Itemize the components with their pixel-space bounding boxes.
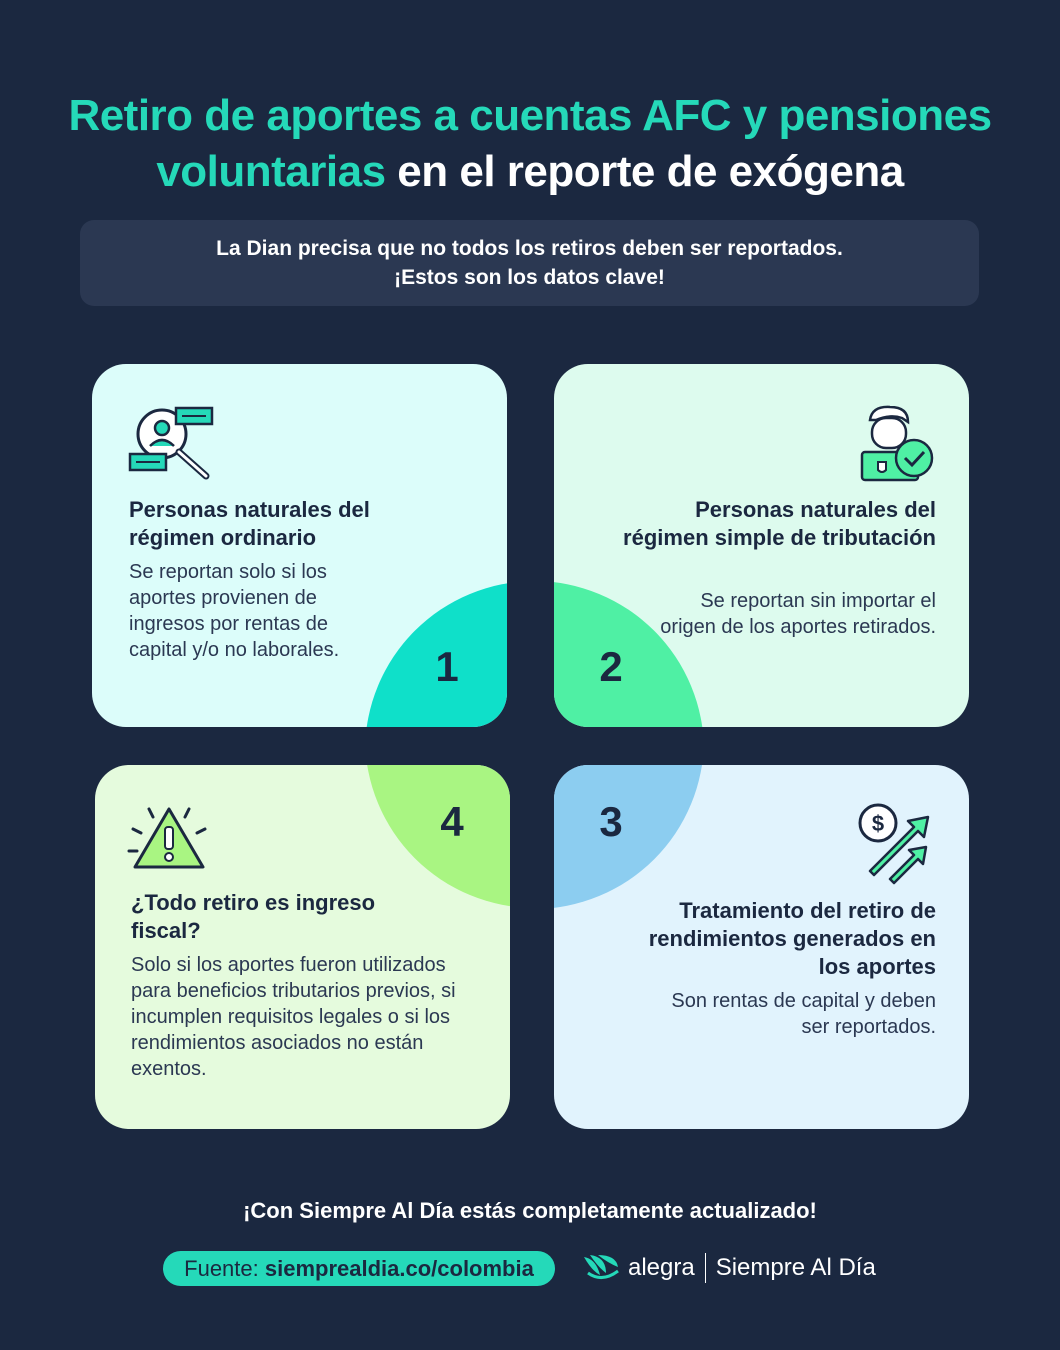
footer-tagline: ¡Con Siempre Al Día estás completamente actualizado! [243,1198,817,1223]
card-4 [95,765,510,1129]
card-1-text: Se reportan solo si los aportes provienen de ingresos por rentas de capital y/o no laborales. [129,561,340,661]
card-1-number: 1 [435,643,459,690]
card-4-text: Solo si los aportes fueron utilizados para beneficios tributarios previos, si incumplen requisitos legales o si los rendimientos asociados no están exentos. [131,954,456,1080]
card-2-text: Se reportan sin importar el origen de los aportes retirados. [660,590,936,638]
intro-line-1: La Dian precisa que no todos los retiros deben ser reportados. [216,237,843,260]
warning-icon [127,801,211,873]
brand-product: Siempre Al Día [715,1254,876,1281]
card-2 [554,364,969,727]
search-person-icon [128,402,220,482]
card-2-title: Personas naturales del régimen simple de tributación [623,497,936,550]
source-badge[interactable] [163,1251,555,1286]
svg-text:$: $ [871,811,885,836]
dollar-growth-icon [856,801,938,885]
card-3-title: Tratamiento del retiro de rendimientos generados en los aportes [648,898,936,979]
card-4-title: ¿Todo retiro es ingreso fiscal? [131,890,376,943]
card-2-number: 2 [599,643,623,690]
card-3 [554,765,969,1129]
intro-line-2: ¡Estos son los datos clave! [394,266,665,289]
card-4-number: 4 [440,798,464,845]
card-1-title: Personas naturales del régimen ordinario [129,497,370,550]
source-label: Fuente: [184,1256,265,1281]
card-3-text: Son rentas de capital y deben ser reportados. [671,990,936,1038]
brand-name: alegra [628,1254,695,1281]
title-rest: en el reporte de exógena [385,147,904,196]
brand-logo [582,1250,876,1286]
title-highlight: Retiro de aportes a cuentas AFC y pensiones [68,91,992,140]
source-url[interactable]: siemprealdia.co/colombia [264,1256,534,1281]
title-highlight-2: voluntarias [156,147,386,196]
card-1 [92,364,507,727]
page-title [0,88,1060,200]
brand-separator [705,1253,706,1283]
card-3-number: 3 [599,798,623,845]
alegra-logo-icon [582,1253,622,1283]
person-check-icon [854,404,940,482]
intro-box [80,220,979,306]
